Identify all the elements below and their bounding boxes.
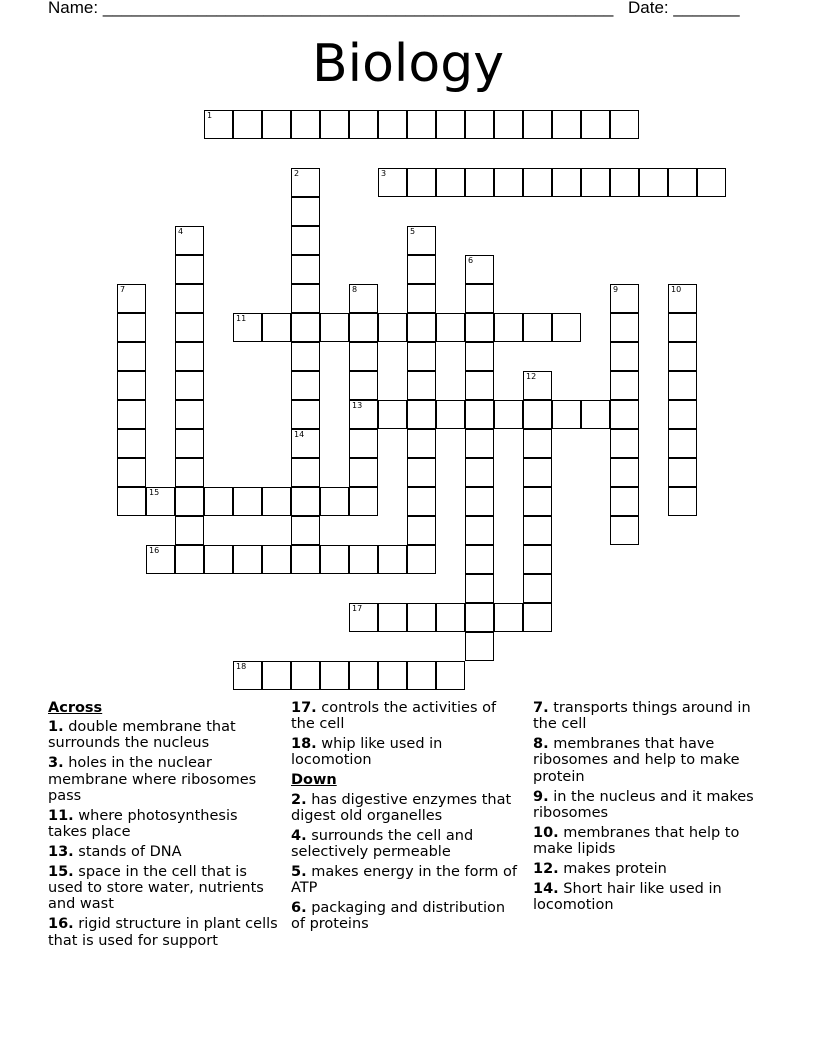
crossword-cell[interactable] [610,400,639,429]
crossword-cell[interactable] [407,110,436,139]
crossword-cell[interactable] [117,284,146,313]
name-label: Name: [48,0,99,17]
crossword-cell[interactable] [146,545,175,574]
clue-number: 12 [526,372,537,381]
clue-number: 1 [207,111,213,120]
clue-item-number: 14. [533,881,559,898]
crossword-cell[interactable] [523,400,552,429]
crossword-cell[interactable] [465,284,494,313]
clue-item-text: controls the activities of the cell [291,700,497,733]
clue-item [291,864,519,896]
clue-number: 3 [381,169,387,178]
crossword-cell[interactable] [175,342,204,371]
crossword-cell[interactable] [349,284,378,313]
crossword-cell[interactable] [610,371,639,400]
clue-number: 11 [236,314,247,323]
crossword-cell[interactable] [610,313,639,342]
clue-item-number: 18. [291,736,317,753]
clue-item [291,900,519,932]
crossword-cell[interactable] [291,516,320,545]
crossword-cell[interactable] [233,110,262,139]
crossword-cell[interactable] [291,371,320,400]
crossword-cell[interactable] [291,458,320,487]
crossword-cell[interactable] [117,342,146,371]
crossword-cell[interactable] [175,429,204,458]
clue-item-number: 7. [533,700,549,716]
crossword-cell[interactable] [668,458,697,487]
crossword-cell[interactable] [378,110,407,139]
crossword-cell[interactable] [610,487,639,516]
crossword-cell[interactable] [465,632,494,661]
crossword-cell[interactable] [407,342,436,371]
clue-item-text: holes in the nuclear membrane where ribosomes pass [48,755,257,804]
crossword-cell[interactable] [320,487,349,516]
crossword-cell[interactable] [465,603,494,632]
crossword-cell[interactable] [291,110,320,139]
crossword-cell[interactable] [494,603,523,632]
crossword-cell[interactable] [117,487,146,516]
clue-item-text: packaging and distribution of proteins [291,900,506,933]
crossword-cell[interactable] [552,313,581,342]
crossword-cell[interactable] [465,545,494,574]
clue-item-number: 9. [533,788,549,805]
crossword-cell[interactable] [465,429,494,458]
clue-number: 15 [149,488,160,497]
crossword-cell[interactable] [175,313,204,342]
clue-number: 7 [120,285,126,294]
crossword-cell[interactable] [465,313,494,342]
crossword-cell[interactable] [668,371,697,400]
crossword-cell[interactable] [262,545,291,574]
crossword-cell[interactable] [552,110,581,139]
crossword-cell[interactable] [639,168,668,197]
crossword-cell[interactable] [523,487,552,516]
crossword-cell[interactable] [407,168,436,197]
clue-item-number: 1. [48,719,64,736]
clues-column-3 [533,700,765,917]
crossword-cell[interactable] [465,342,494,371]
crossword-cell[interactable] [465,458,494,487]
crossword-cell[interactable] [378,545,407,574]
clue-item-text: makes energy in the form of ATP [291,864,517,897]
clue-item-text: has digestive enzymes that digest old organelles [291,791,512,824]
crossword-cell[interactable] [407,661,436,690]
crossword-cell[interactable] [262,313,291,342]
crossword-cell[interactable] [349,400,378,429]
crossword-cell[interactable] [407,371,436,400]
clue-number: 4 [178,227,184,236]
clue-item-number: 8. [533,736,549,753]
clue-item [48,864,280,913]
clue-item [533,881,765,913]
crossword-cell[interactable] [349,603,378,632]
crossword-cell[interactable] [117,429,146,458]
clue-item [291,792,519,824]
clue-number: 14 [294,430,305,439]
crossword-cell[interactable] [291,400,320,429]
crossword-cell[interactable] [378,603,407,632]
crossword-cell[interactable] [291,545,320,574]
crossword-cell[interactable] [523,603,552,632]
crossword-cell[interactable] [291,661,320,690]
crossword-cell[interactable] [175,371,204,400]
crossword-cell[interactable] [349,487,378,516]
crossword-cell[interactable] [349,545,378,574]
crossword-cell[interactable] [291,284,320,313]
clue-item-number: 3. [48,755,64,772]
crossword-cell[interactable] [465,574,494,603]
crossword-cell[interactable] [697,168,726,197]
crossword-cell[interactable] [407,458,436,487]
crossword-cell[interactable] [523,545,552,574]
crossword-cell[interactable] [407,603,436,632]
crossword-cell[interactable] [465,400,494,429]
crossword-cell[interactable] [668,284,697,313]
crossword-cell[interactable] [407,516,436,545]
clue-item-text: Short hair like used in locomotion [533,881,722,914]
crossword-cell[interactable] [407,313,436,342]
crossword-cell[interactable] [291,197,320,226]
date-label: Date: [628,0,669,17]
crossword-cell[interactable] [262,661,291,690]
crossword-cell[interactable] [581,400,610,429]
crossword-cell[interactable] [204,487,233,516]
crossword-cell[interactable] [552,400,581,429]
crossword-cell[interactable] [668,313,697,342]
clue-item [48,916,280,948]
crossword-cell[interactable] [117,313,146,342]
crossword-cell[interactable] [523,313,552,342]
crossword-cell[interactable] [436,168,465,197]
crossword-cell[interactable] [523,516,552,545]
crossword-cell[interactable] [610,342,639,371]
crossword-cell[interactable] [465,168,494,197]
crossword-cell[interactable] [436,603,465,632]
crossword-cell[interactable] [407,284,436,313]
crossword-cell[interactable] [494,110,523,139]
crossword-cell[interactable] [175,255,204,284]
crossword-cell[interactable] [436,313,465,342]
crossword-cell[interactable] [291,226,320,255]
clue-item-number: 10. [533,824,559,841]
clue-number: 13 [352,401,363,410]
clue-item [533,700,765,732]
clue-item [48,844,280,860]
crossword-cell[interactable] [291,429,320,458]
crossword-cell[interactable] [610,458,639,487]
crossword-cell[interactable] [668,400,697,429]
clue-item-text: stands of DNA [73,844,182,861]
crossword-cell[interactable] [552,168,581,197]
crossword-cell[interactable] [320,313,349,342]
crossword-cell[interactable] [349,661,378,690]
crossword-cell[interactable] [349,371,378,400]
crossword-cell[interactable] [175,516,204,545]
crossword-cell[interactable] [291,313,320,342]
clue-item [533,861,765,877]
crossword-cell[interactable] [407,429,436,458]
crossword-cell[interactable] [581,110,610,139]
crossword-cell[interactable] [349,110,378,139]
clue-item-text: surrounds the cell and selectively permeable [291,827,474,861]
clue-item [48,719,280,751]
crossword-cell[interactable] [378,661,407,690]
crossword-cell[interactable] [117,371,146,400]
clue-number: 17 [352,604,363,613]
crossword-cell[interactable] [610,516,639,545]
crossword-cell[interactable] [610,168,639,197]
clue-item [533,825,765,857]
crossword-cell[interactable] [668,487,697,516]
crossword-cell[interactable] [175,226,204,255]
clue-item [291,700,519,732]
crossword-cell[interactable] [378,313,407,342]
crossword-cell[interactable] [494,400,523,429]
date-line: _______ [673,0,740,17]
clue-item [291,828,519,860]
clue-item [48,808,280,840]
crossword-cell[interactable] [610,110,639,139]
crossword-cell[interactable] [407,545,436,574]
crossword-cell[interactable] [349,429,378,458]
clue-number: 8 [352,285,358,294]
clue-item-number: 5. [291,864,307,881]
crossword-cell[interactable] [436,110,465,139]
crossword-cell[interactable] [291,255,320,284]
clue-item-number: 2. [291,791,307,808]
crossword-cell[interactable] [291,487,320,516]
crossword-cell[interactable] [465,487,494,516]
crossword-cell[interactable] [407,255,436,284]
clue-item-number: 6. [291,900,307,917]
crossword-cell[interactable] [320,661,349,690]
crossword-cell[interactable] [523,168,552,197]
clue-item-text: double membrane that surrounds the nucleus [48,719,236,752]
crossword-cell[interactable] [291,168,320,197]
crossword-cell[interactable] [407,400,436,429]
crossword-cell[interactable] [233,661,262,690]
clue-item-text: membranes that have ribosomes and help to make protein [533,736,740,785]
clue-item-text: rigid structure in plant cells that is used for support [48,916,278,949]
crossword-cell[interactable] [175,458,204,487]
crossword-cell[interactable] [378,400,407,429]
clue-item-number: 12. [533,861,559,878]
crossword-cell[interactable] [146,487,175,516]
clue-number: 16 [149,546,160,555]
clue-item-number: 4. [291,827,307,844]
crossword-cell[interactable] [349,458,378,487]
crossword-cell[interactable] [523,110,552,139]
crossword-cell[interactable] [204,545,233,574]
crossword-cell[interactable] [233,313,262,342]
clue-item [533,736,765,785]
crossword-cell[interactable] [175,400,204,429]
crossword-cell[interactable] [465,371,494,400]
crossword-cell[interactable] [523,371,552,400]
clue-item-text: membranes that help to make lipids [533,824,740,858]
crossword-cell[interactable] [407,226,436,255]
crossword-cell[interactable] [465,110,494,139]
clues-column-1 [48,700,280,953]
crossword-cell[interactable] [610,284,639,313]
clue-number: 2 [294,169,300,178]
crossword-cell[interactable] [494,168,523,197]
crossword-cell[interactable] [436,661,465,690]
crossword-cell[interactable] [349,313,378,342]
crossword-cell[interactable] [204,110,233,139]
crossword-cell[interactable] [407,487,436,516]
page-title: Biology [312,34,504,94]
crossword-cell[interactable] [175,284,204,313]
crossword-cell[interactable] [494,313,523,342]
crossword-cell[interactable] [523,429,552,458]
crossword-cell[interactable] [262,487,291,516]
clue-number: 10 [671,285,682,294]
crossword-cell[interactable] [320,110,349,139]
name-line: ______________________________________________________ [102,0,614,17]
crossword-cell[interactable] [668,429,697,458]
across-heading: Across [48,700,103,716]
crossword-cell[interactable] [233,487,262,516]
clue-item-text: makes protein [558,861,667,878]
crossword-cell[interactable] [175,487,204,516]
crossword-cell[interactable] [349,342,378,371]
crossword-cell[interactable] [668,168,697,197]
clues-column-2 [291,700,519,936]
clue-item [291,736,519,768]
clue-item-text: transports things around in the cell [533,700,751,733]
clue-number: 18 [236,662,247,671]
clue-item [533,789,765,821]
crossword-cell[interactable] [117,400,146,429]
clue-number: 6 [468,256,474,265]
crossword-cell[interactable] [291,342,320,371]
clue-item-number: 17. [291,700,317,716]
crossword-cell[interactable] [465,516,494,545]
crossword-cell[interactable] [233,545,262,574]
down-heading: Down [291,772,337,789]
crossword-cell[interactable] [523,458,552,487]
clue-item-text: in the nucleus and it makes ribosomes [533,788,754,821]
clue-item-number: 11. [48,807,74,824]
clue-item [48,755,280,804]
crossword-cell[interactable] [378,168,407,197]
crossword-cell[interactable] [175,545,204,574]
crossword-cell[interactable] [262,110,291,139]
crossword-cell[interactable] [610,429,639,458]
crossword-cell[interactable] [465,255,494,284]
clue-item-number: 13. [48,844,74,861]
crossword-cell[interactable] [581,168,610,197]
crossword-cell[interactable] [523,574,552,603]
crossword-cell[interactable] [117,458,146,487]
clue-number: 9 [613,285,619,294]
clue-item-number: 15. [48,864,74,881]
clue-item-number: 16. [48,916,74,933]
crossword-cell[interactable] [320,545,349,574]
crossword-cell[interactable] [436,400,465,429]
clue-item-text: space in the cell that is used to store water, nutrients and wast [48,864,264,913]
clue-item-text: where photosynthesis takes place [48,807,238,841]
clue-item-text: whip like used in locomotion [291,736,443,769]
clue-number: 5 [410,227,416,236]
crossword-cell[interactable] [668,342,697,371]
